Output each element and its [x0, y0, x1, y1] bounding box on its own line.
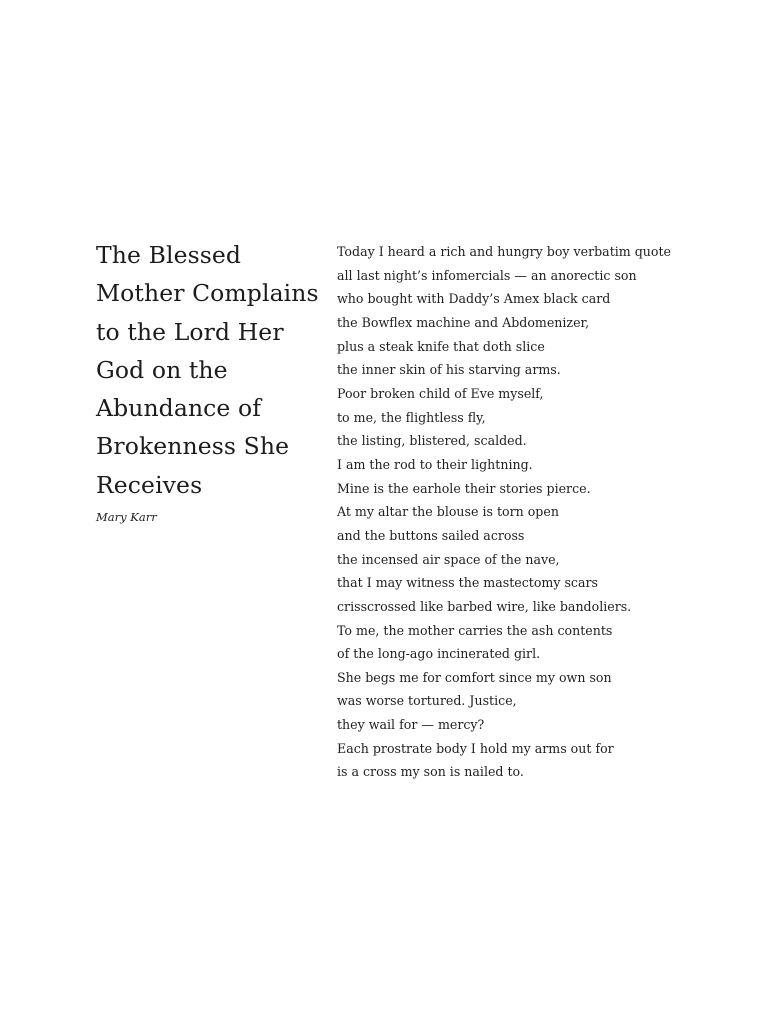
- poem-line: crisscrossed like barbed wire, like bandoliers.: [337, 598, 632, 614]
- poem-line: the inner skin of his starving arms.: [337, 362, 561, 378]
- title-line: Receives: [96, 470, 203, 499]
- poem-line: of the long-ago incinerated girl.: [337, 646, 541, 662]
- poem-line: To me, the mother carries the ash contents: [337, 622, 613, 638]
- poem-line: I am the rod to their lightning.: [337, 456, 533, 472]
- poem-line: to me, the flightless fly,: [337, 409, 486, 425]
- title-line: Mother Complains: [96, 279, 319, 308]
- poem-line: that I may witness the mastectomy scars: [337, 575, 598, 591]
- poem-line: who bought with Daddy’s Amex black card: [337, 291, 611, 307]
- poem-line: the listing, blistered, scalded.: [337, 433, 527, 449]
- author-name: Mary Karr: [96, 510, 157, 525]
- poem-line: Each prostrate body I hold my arms out for: [337, 740, 614, 756]
- poem-line: is a cross my son is nailed to.: [337, 764, 524, 780]
- poem-line: Poor broken child of Eve myself,: [337, 385, 544, 401]
- poem-line: Today I heard a rich and hungry boy verbatim quote: [337, 244, 671, 259]
- poem-line: was worse tortured. Justice,: [337, 693, 517, 709]
- poem-line: She begs me for comfort since my own son: [337, 669, 612, 685]
- title-line: Abundance of: [96, 394, 262, 423]
- title-line: to the Lord Her: [96, 317, 284, 346]
- poem-line: the incensed air space of the nave,: [337, 551, 560, 567]
- poem-line: At my altar the blouse is torn open: [337, 504, 559, 520]
- poem-line: Mine is the earhole their stories pierce.: [337, 480, 591, 496]
- poem-line: all last night’s infomercials — an anorectic son: [337, 267, 637, 283]
- title-line: The Blessed: [96, 241, 242, 269]
- title-column: [96, 236, 332, 524]
- poem-line: plus a steak knife that doth slice: [337, 338, 545, 354]
- title-line: God on the: [96, 355, 228, 384]
- title-line: Brokenness She: [96, 432, 290, 461]
- poem-body: [337, 240, 737, 784]
- poem-title: [96, 236, 332, 504]
- poem-line: they wail for — mercy?: [337, 717, 485, 733]
- poem-line: and the buttons sailed across: [337, 527, 525, 543]
- poem-line: the Bowflex machine and Abdomenizer,: [337, 314, 590, 330]
